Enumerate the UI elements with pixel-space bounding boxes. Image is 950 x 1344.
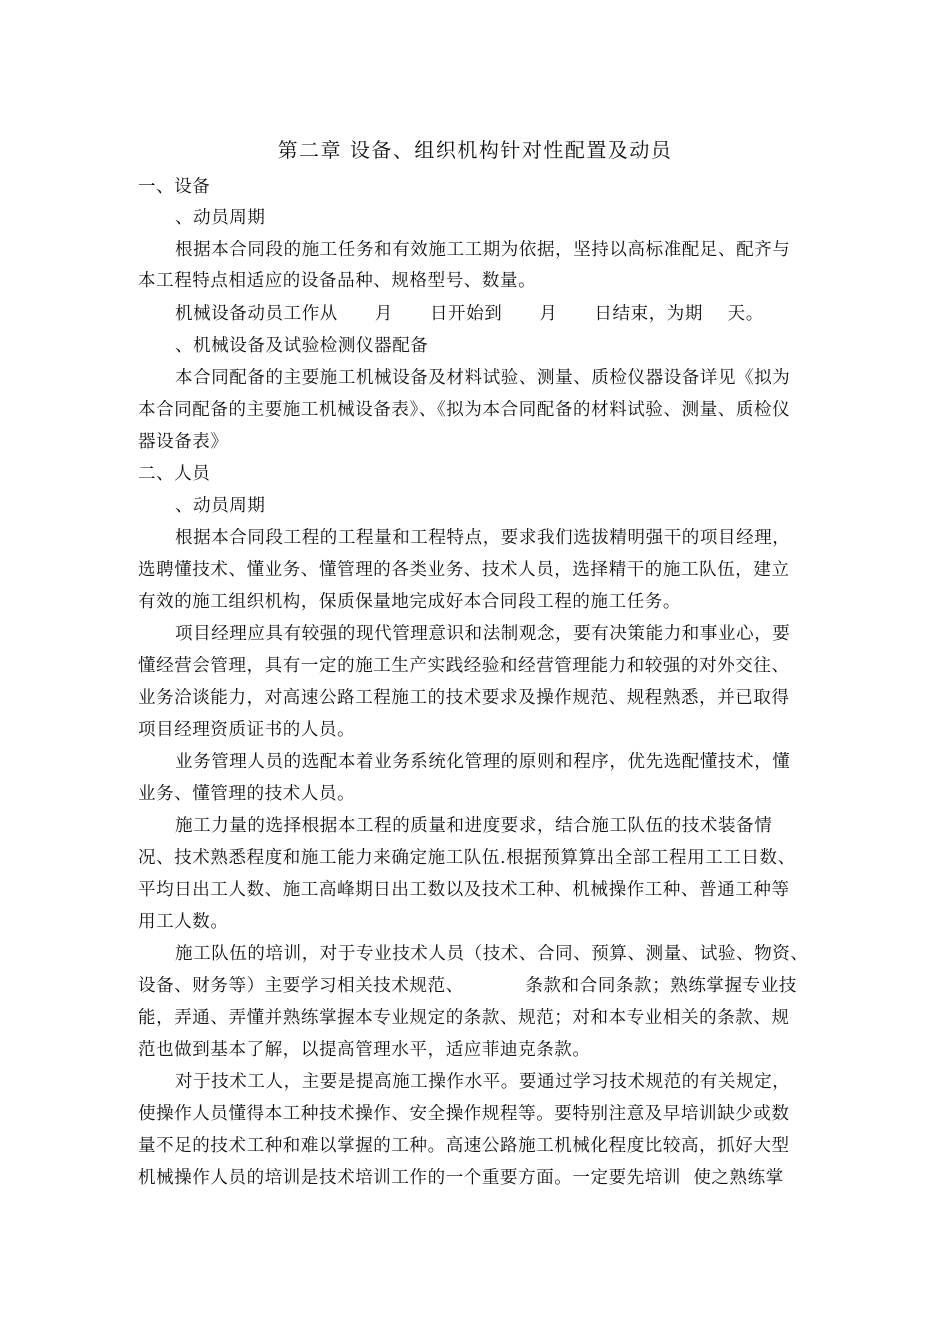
paragraph-line: 况、技术熟悉程度和施工能力来确定施工队伍.根据预算算出全部工程用工工日数、 <box>138 848 796 868</box>
paragraph-line: 设备、财务等）主要学习相关技术规范、 条款和合同条款；熟练掌握专业技 <box>138 976 797 996</box>
paragraph-line: 根据本合同段的施工任务和有效施工工期为依据，坚持以高标准配足、配齐与 <box>175 240 791 260</box>
page-title: 第二章 设备、组织机构针对性配置及动员 <box>277 138 673 162</box>
paragraph-line: 懂经营会管理，具有一定的施工生产实践经验和经营管理能力和较强的对外交往、 <box>138 656 790 676</box>
paragraph-line: 业务、懂管理的技术人员。 <box>138 784 356 804</box>
paragraph-line: 本合同配备的主要施工机械设备表》、《拟为本合同配备的材料试验、测量、质检仪 <box>138 400 791 420</box>
paragraph-line: 施工力量的选择根据本工程的质量和进度要求，结合施工队伍的技术装备情 <box>175 816 773 836</box>
paragraph-line: 机械操作人员的培训是技术培训工作的一个重要方面。一定要先培训 使之熟练掌 <box>138 1168 784 1188</box>
paragraph-line: 机械设备动员工作从 月 日开始到 月 日结束，为期 天。 <box>175 304 764 324</box>
paragraph-line: 使操作人员懂得本工种技术操作、安全操作规程等。要特别注意及早培训缺少或数 <box>138 1104 790 1124</box>
paragraph-line: 用工人数。 <box>138 912 229 932</box>
subheading-equipment-allocation: 、机械设备及试验检测仪器配备 <box>175 336 429 356</box>
section-heading-equipment: 一、设备 <box>138 177 211 197</box>
paragraph-line: 选聘懂技术、懂业务、懂管理的各类业务、技术人员，选择精干的施工队伍，建立 <box>138 560 790 580</box>
paragraph-line: 本合同配备的主要施工机械设备及材料试验、测量、质检仪器设备详见《拟为 <box>175 368 791 388</box>
paragraph-line: 施工队伍的培训，对于专业技术人员（技术、合同、预算、测量、试验、物资、 <box>175 944 809 964</box>
section-heading-personnel: 二、人员 <box>138 464 211 484</box>
subheading-mobilization-period: 、动员周期 <box>175 208 266 228</box>
paragraph-line: 业务管理人员的选配本着业务系统化管理的原则和程序，优先选配懂技术，懂 <box>175 752 791 772</box>
paragraph-line: 对于技术工人，主要是提高施工操作水平。要通过学习技术规范的有关规定， <box>175 1072 791 1092</box>
paragraph-line: 平均日出工人数、施工高峰期日出工数以及技术工种、机械操作工种、普通工种等 <box>138 880 790 900</box>
paragraph-line: 范也做到基本了解，以提高管理水平，适应菲迪克条款。 <box>138 1040 591 1060</box>
paragraph-line: 项目经理应具有较强的现代管理意识和法制观念，要有决策能力和事业心，要 <box>175 624 791 644</box>
paragraph-line: 项目经理资质证书的人员。 <box>138 720 356 740</box>
paragraph-line: 量不足的技术工种和难以掌握的工种。高速公路施工机械化程度比较高，抓好大型 <box>138 1136 790 1156</box>
paragraph-line: 业务洽谈能力，对高速公路工程施工的技术要求及操作规范、规程熟悉，并已取得 <box>138 688 790 708</box>
paragraph-line: 根据本合同段工程的工程量和工程特点，要求我们选拔精明强干的项目经理， <box>175 528 791 548</box>
paragraph-line: 器设备表》 <box>138 432 229 452</box>
paragraph-line: 有效的施工组织机构，保质保量地完成好本合同段工程的施工任务。 <box>138 592 681 612</box>
paragraph-line: 能，弄通、弄懂并熟练掌握本专业规定的条款、规范；对和本专业相关的条款、规 <box>138 1008 790 1028</box>
paragraph-line: 本工程特点相适应的设备品种、规格型号、数量。 <box>138 271 537 291</box>
subheading-mobilization-period: 、动员周期 <box>175 496 266 516</box>
